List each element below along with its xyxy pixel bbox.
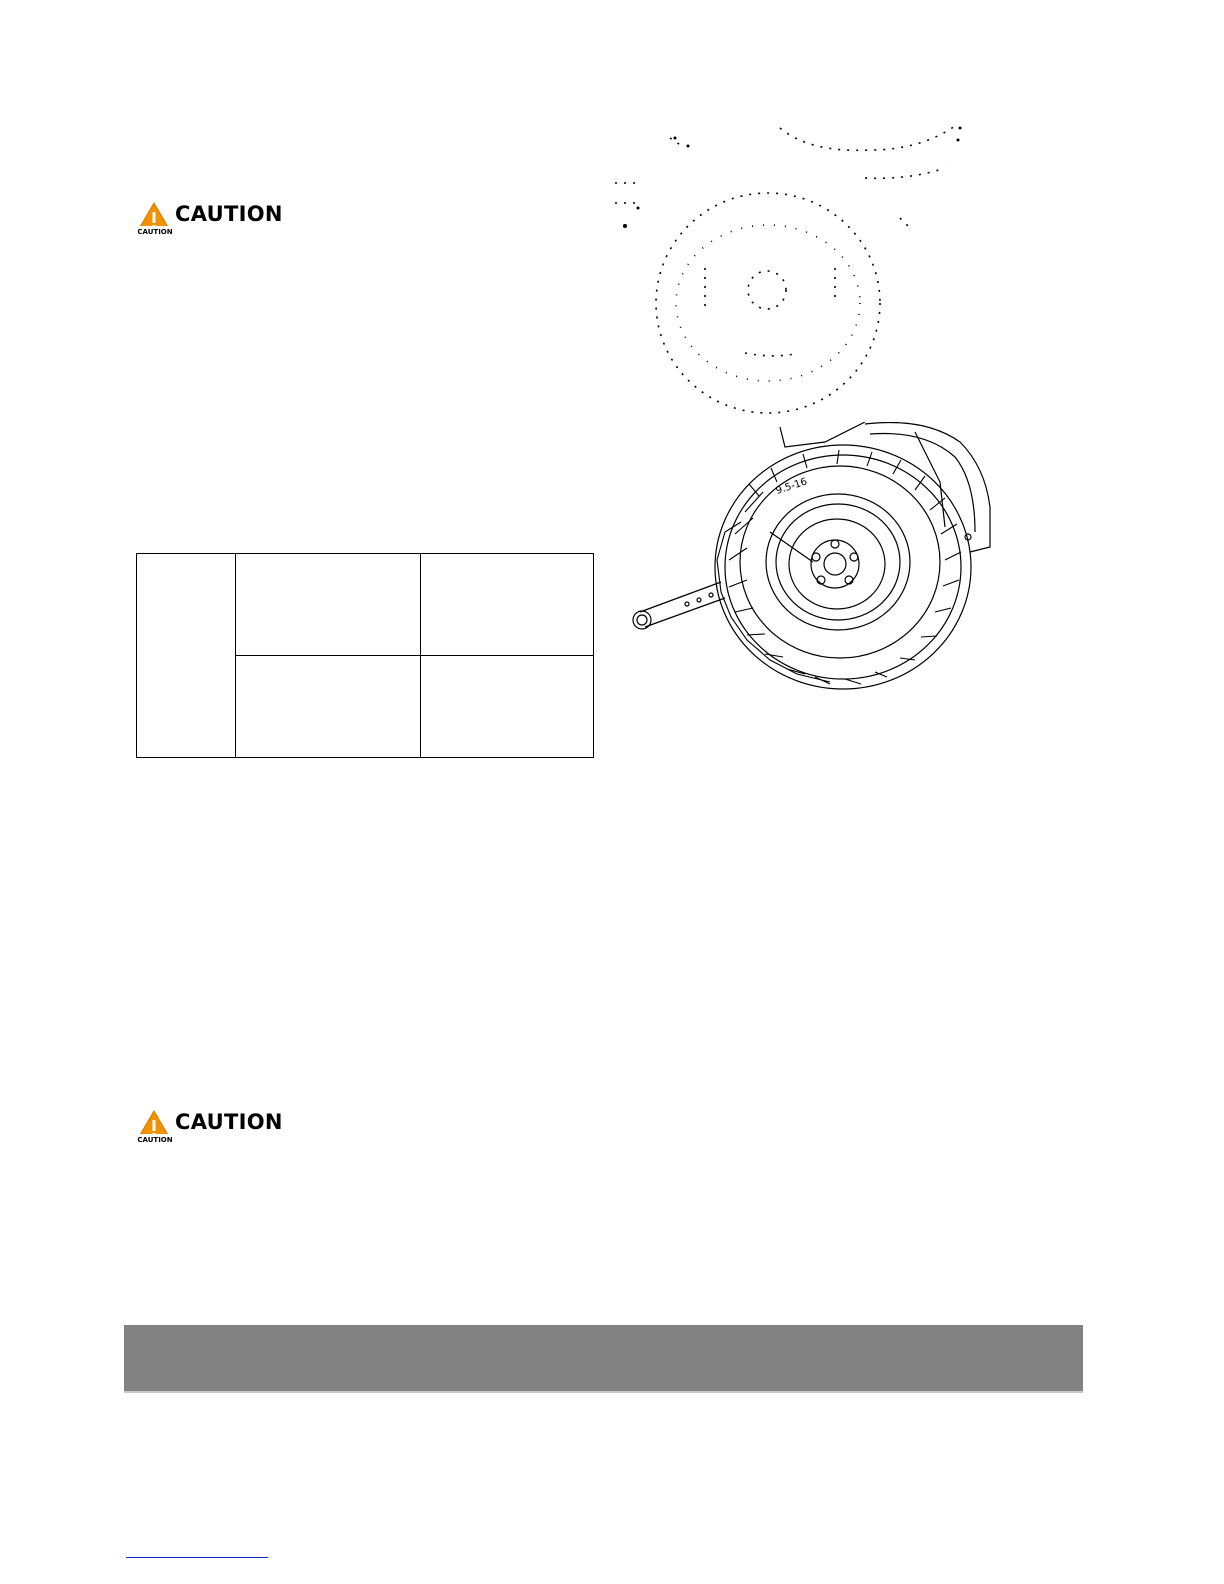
table-cell xyxy=(421,554,594,656)
warning-triangle-icon xyxy=(137,202,173,238)
table-cell xyxy=(421,656,594,758)
table-cell xyxy=(236,554,421,656)
spec-table xyxy=(136,553,594,758)
caution-heading: CAUTION xyxy=(175,1110,283,1134)
warning-icon-text: CAUTION xyxy=(137,1136,173,1144)
warning-triangle-icon xyxy=(137,1110,173,1146)
footer-band xyxy=(124,1325,1083,1393)
rear-wheel-illustration xyxy=(625,422,1000,692)
caution-heading: CAUTION xyxy=(175,202,283,226)
caution-label-1 xyxy=(137,202,307,238)
hyperlink-underline[interactable] xyxy=(126,1557,268,1558)
warning-icon-text: CAUTION xyxy=(137,228,173,236)
caution-label-2 xyxy=(137,1110,307,1146)
tire-size-label: 9.5-16 xyxy=(774,476,809,497)
table-cell xyxy=(137,554,236,758)
table-cell xyxy=(236,656,421,758)
wheel-track-diagram xyxy=(610,118,980,418)
